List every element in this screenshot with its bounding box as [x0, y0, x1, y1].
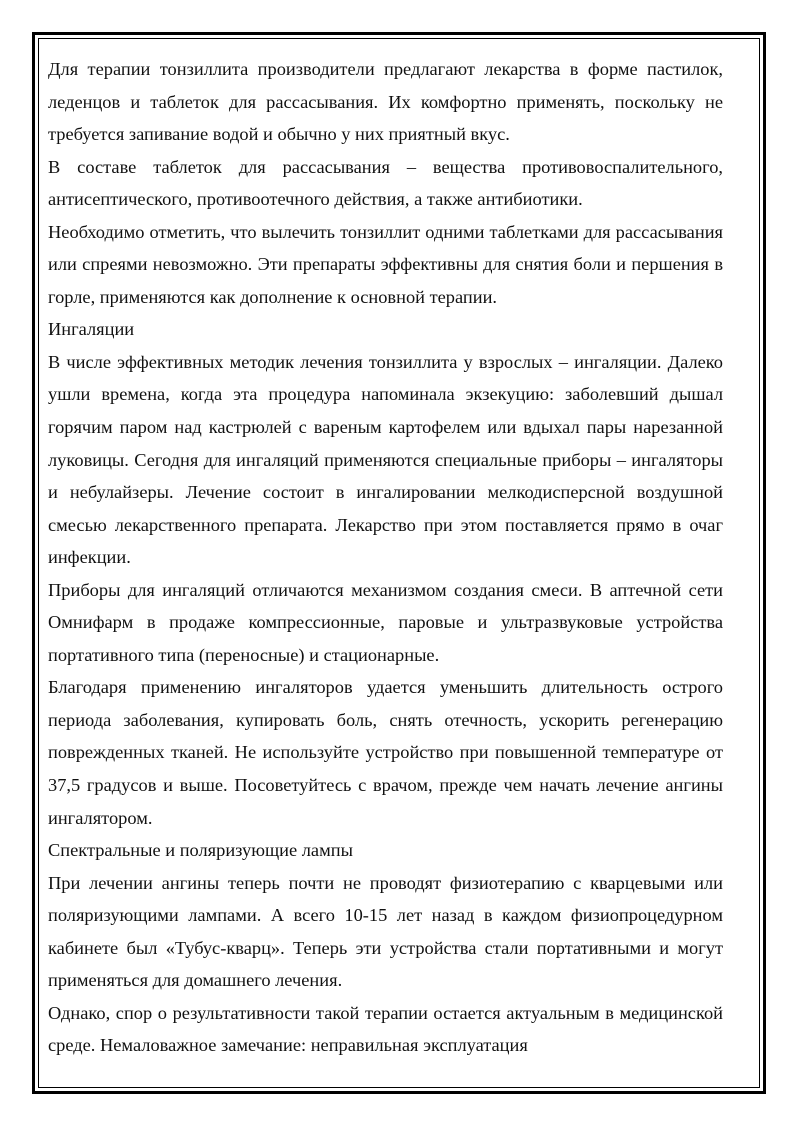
- paragraph-lozenges-note: Необходимо отметить, что вылечить тонзиллит одними таблетками для рассасывания или спреями невозможно. Эти препараты эффективны для снятия боли и першения в горле, применяются как дополнение к основной терапии.: [48, 221, 723, 307]
- paragraph-inhaler-benefits: Благодаря применению ингаляторов удается уменьшить длительность острого периода заболевания, купировать боль, снять отечность, ускорить регенерацию поврежденных тканей. Не используйте устройство при повышенной температуре от 37,5 градусов и выше. Посоветуйтесь с врачом, прежде чем начать лечение ангины ингалятором.: [48, 677, 723, 828]
- paragraph-lozenge-composition: В составе таблеток для рассасывания – вещества противовоспалительного, антисептического, противоотечного действия, а также антибиотики.: [48, 156, 723, 210]
- paragraph-lamps: При лечении ангины теперь почти не проводят физиотерапию с кварцевыми или поляризующими лампами. А всего 10-15 лет назад в каждом физиопроцедурном кабинете был «Тубус-кварц». Теперь эти устройства стали портативными и могут применяться для домашнего лечения.: [48, 872, 723, 991]
- paragraph-inhaler-types: Приборы для ингаляций отличаются механизмом создания смеси. В аптечной сети Омнифарм в продаже компрессионные, паровые и ультразвуковые устройства портативного типа (переносные) и стационарные.: [48, 579, 723, 665]
- paragraph-lamps-debate: Однако, спор о результативности такой терапии остается актуальным в медицинской среде. Немаловажное замечание: неправильная эксплуатация: [48, 1002, 723, 1056]
- paragraph-inhalations: В числе эффективных методик лечения тонзиллита у взрослых – ингаляции. Далеко ушли времена, когда эта процедура напоминала экзекуцию: заболевший дышал горячим паром над кастрюлей с вареным картофелем или вдыхал пары нарезанной луковицы. Сегодня для ингаляций применяются специальные приборы – ингаляторы и небулайзеры. Лечение состоит в ингалировании мелкодисперсной воздушной смесью лекарственного препарата. Лекарство при этом поставляется прямо в очаг инфекции.: [48, 351, 723, 568]
- paragraph-lozenges: Для терапии тонзиллита производители предлагают лекарства в форме пастилок, леденцов и таблеток для рассасывания. Их комфортно применять, поскольку не требуется запивание водой и обычно у них приятный вкус.: [48, 59, 723, 145]
- section-heading-inhalations: Ингаляции: [48, 319, 135, 340]
- document-body: [48, 53, 723, 1073]
- section-heading-lamps: Спектральные и поляризующие лампы: [48, 840, 353, 861]
